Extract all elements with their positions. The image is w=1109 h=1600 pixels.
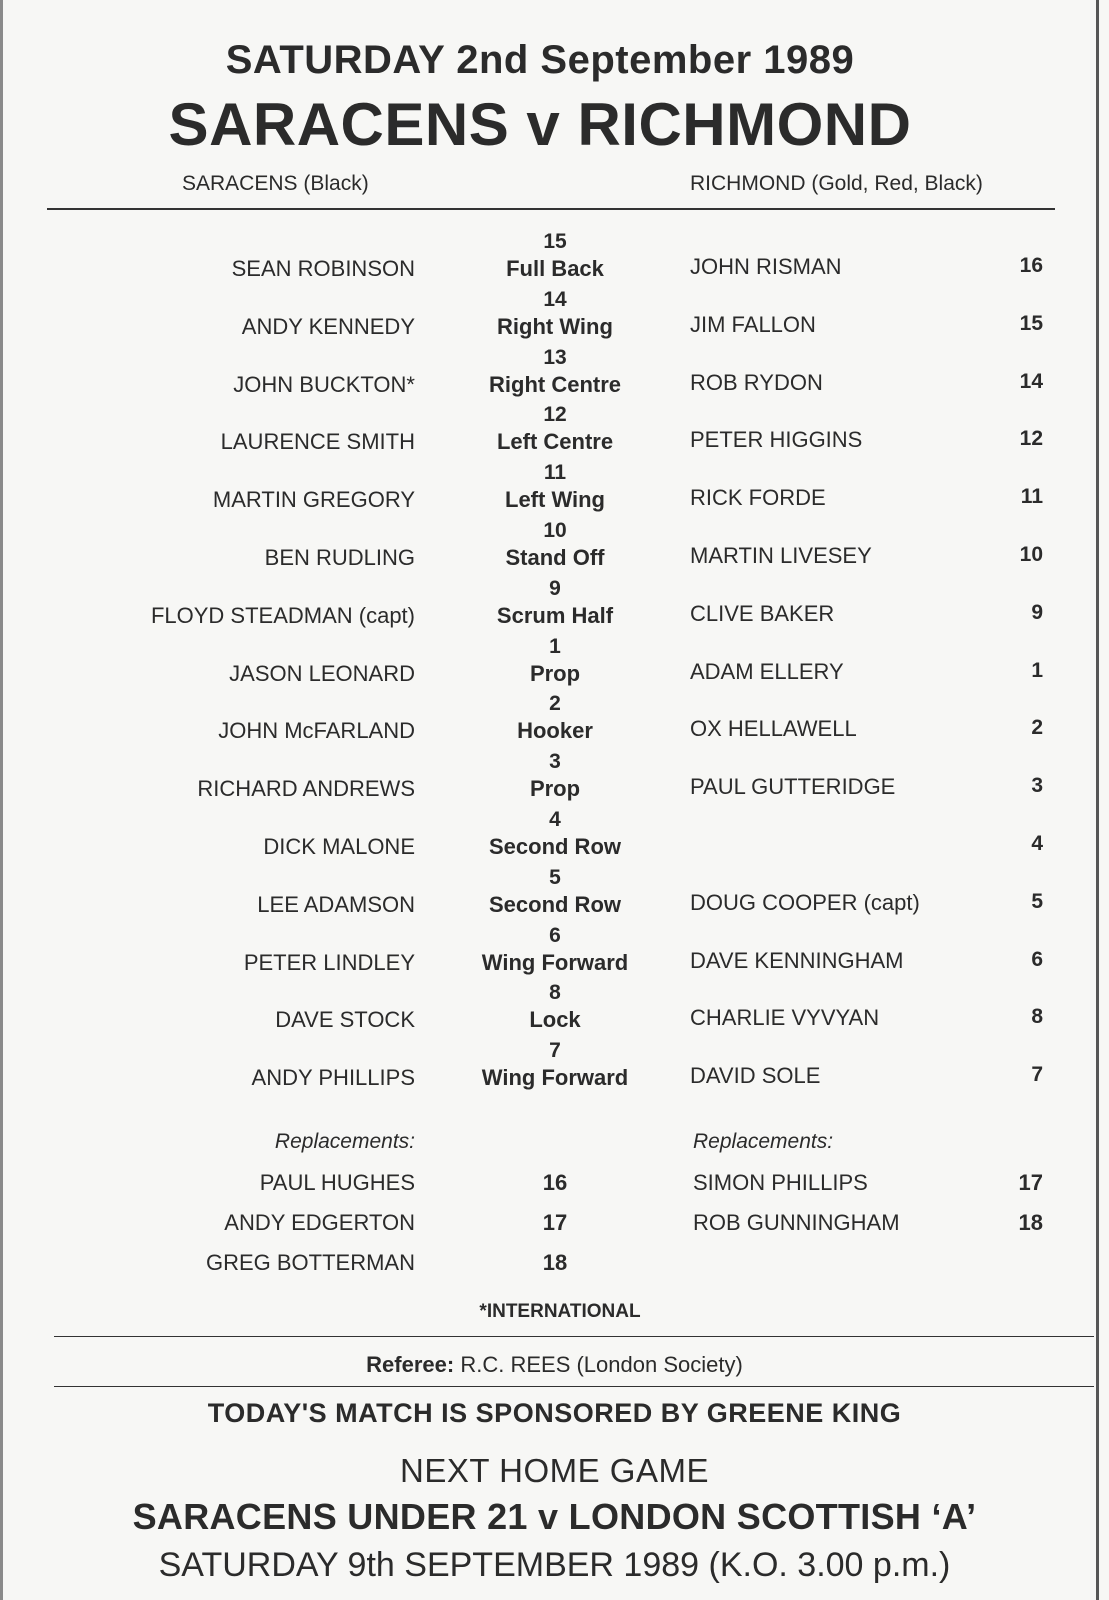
position-name: Second Row	[488, 891, 621, 917]
jersey-number: 9	[549, 576, 561, 600]
away-player-name: DAVID SOLE	[690, 1063, 821, 1089]
home-replacement-name: PAUL HUGHES	[259, 1170, 415, 1195]
position-name: Left Centre	[496, 429, 614, 455]
jersey-number: 6	[549, 923, 561, 947]
referee-line	[0, 1352, 1109, 1378]
away-player-name: MARTIN LIVESEY	[690, 543, 872, 568]
lineup-row	[0, 461, 1109, 519]
position-name: Prop	[529, 660, 581, 686]
next-home-game-match: SARACENS UNDER 21 v LONDON SCOTTISH ‘A’	[132, 1496, 977, 1537]
next-home-game-label: NEXT HOME GAME	[400, 1452, 709, 1489]
away-replacement-number: 18	[1018, 1210, 1043, 1235]
home-replacement-name: GREG BOTTERMAN	[205, 1250, 415, 1275]
referee-divider-bottom	[54, 1386, 1094, 1387]
position-name: Right Wing	[497, 313, 613, 339]
away-player-name: ROB RYDON	[690, 369, 823, 395]
lineup-row	[0, 981, 1109, 1039]
position-name: Hooker	[517, 718, 593, 744]
jersey-number: 14	[543, 287, 567, 311]
away-jersey-number: 8	[1031, 1005, 1043, 1029]
position-name: Wing Forward	[481, 949, 629, 975]
lineup-row	[0, 808, 1109, 866]
away-player-name: JIM FALLON	[690, 311, 816, 337]
away-replacement-number: 17	[1018, 1170, 1043, 1195]
jersey-number: 13	[543, 345, 567, 369]
away-jersey-number: 6	[1031, 947, 1043, 971]
match-title: SARACENS v RICHMOND	[168, 91, 912, 158]
jersey-number: 10	[543, 519, 567, 542]
referee-label: Referee:	[366, 1352, 455, 1377]
lineup-row	[0, 577, 1109, 635]
home-player-name: MARTIN GREGORY	[212, 487, 415, 513]
home-player-name: DICK MALONE	[263, 834, 415, 859]
replacement-row	[0, 1170, 1109, 1210]
header-divider	[47, 208, 1055, 210]
away-jersey-number: 3	[1031, 774, 1043, 798]
referee-divider-top	[54, 1336, 1094, 1337]
away-player-name: OX HELLAWELL	[690, 716, 857, 742]
away-jersey-number: 16	[1019, 254, 1043, 277]
lineup-row	[0, 866, 1109, 924]
away-jersey-number: 4	[1031, 832, 1043, 855]
away-team-label: RICHMOND (Gold, Red, Black)	[690, 172, 983, 195]
position-name: Scrum Half	[496, 602, 614, 628]
away-jersey-number: 9	[1031, 600, 1043, 624]
jersey-number: 5	[549, 865, 561, 889]
jersey-number: 11	[543, 461, 567, 485]
home-player-name: DAVE STOCK	[275, 1007, 415, 1033]
position-name: Wing Forward	[481, 1065, 629, 1091]
away-replacement-name: ROB GUNNINGHAM	[693, 1210, 900, 1235]
away-replacement-name: SIMON PHILLIPS	[693, 1170, 868, 1195]
replacement-number: 17	[542, 1210, 568, 1235]
position-name: Stand Off	[505, 545, 605, 570]
replacement-number: 16	[542, 1170, 568, 1195]
lineup-row	[0, 403, 1109, 461]
replacement-row	[0, 1210, 1109, 1250]
position-name: Prop	[529, 776, 581, 802]
away-player-name: CLIVE BAKER	[690, 600, 835, 626]
lineup-row	[0, 924, 1109, 982]
sponsor-line: TODAY'S MATCH IS SPONSORED BY GREENE KING	[207, 1398, 902, 1428]
away-jersey-number: 12	[1019, 427, 1043, 451]
jersey-number: 8	[549, 981, 561, 1005]
away-jersey-number: 10	[1019, 543, 1043, 566]
away-player-name: JOHN RISMAN	[690, 254, 842, 279]
jersey-number: 1	[549, 634, 561, 658]
jersey-number: 15	[543, 230, 567, 253]
away-jersey-number: 1	[1031, 658, 1043, 682]
away-player-name: DOUG COOPER (capt)	[690, 889, 920, 915]
away-jersey-number: 15	[1019, 311, 1043, 335]
jersey-number: 4	[549, 808, 561, 831]
replacement-row	[0, 1250, 1109, 1290]
lineup-row	[0, 230, 1109, 288]
referee-name: R.C. REES (London Society)	[460, 1352, 743, 1377]
replacement-number: 18	[542, 1250, 568, 1275]
lineup-row	[0, 692, 1109, 750]
away-player-name: DAVE KENNINGHAM	[690, 947, 904, 973]
jersey-number: 3	[549, 750, 561, 774]
home-player-name: ANDY PHILLIPS	[251, 1065, 415, 1091]
home-player-name: LEE ADAMSON	[257, 891, 415, 917]
position-name: Left Wing	[505, 487, 605, 513]
home-player-name: RICHARD ANDREWS	[197, 776, 415, 802]
away-player-name: RICK FORDE	[690, 485, 826, 511]
home-player-name: ANDY KENNEDY	[241, 313, 415, 339]
away-player-name: PETER HIGGINS	[690, 427, 863, 453]
home-player-name: JOHN BUCKTON*	[233, 371, 415, 397]
position-name: Second Row	[488, 834, 621, 859]
home-player-name: JOHN McFARLAND	[218, 718, 415, 744]
lineup-row	[0, 346, 1109, 404]
away-player-name: PAUL GUTTERIDGE	[690, 774, 896, 800]
away-player-name: ADAM ELLERY	[690, 658, 844, 684]
home-player-name: JASON LEONARD	[229, 660, 415, 686]
position-name: Lock	[529, 1007, 581, 1033]
jersey-number: 12	[543, 403, 567, 427]
match-date: SATURDAY 2nd September 1989	[225, 38, 855, 82]
lineup-row	[0, 288, 1109, 346]
home-player-name: BEN RUDLING	[264, 545, 415, 570]
home-player-name: FLOYD STEADMAN (capt)	[150, 602, 415, 628]
home-player-name: PETER LINDLEY	[243, 949, 415, 975]
position-name: Full Back	[506, 256, 604, 281]
home-player-name: SEAN ROBINSON	[231, 256, 415, 281]
jersey-number: 7	[549, 1039, 561, 1063]
home-player-name: LAURENCE SMITH	[220, 429, 415, 455]
international-note: *INTERNATIONAL	[479, 1301, 641, 1322]
away-player-name: CHARLIE VYVYAN	[690, 1005, 880, 1031]
lineup-row	[0, 750, 1109, 808]
away-jersey-number: 11	[1020, 485, 1043, 509]
home-team-label: SARACENS (Black)	[182, 172, 369, 195]
away-replacements-label: Replacements:	[693, 1130, 834, 1153]
away-jersey-number: 5	[1031, 889, 1043, 913]
lineup-row	[0, 1039, 1109, 1097]
lineup-row	[0, 635, 1109, 693]
position-name: Right Centre	[489, 371, 621, 397]
away-jersey-number: 14	[1019, 369, 1043, 393]
jersey-number: 2	[549, 692, 561, 716]
away-jersey-number: 2	[1031, 716, 1043, 740]
next-home-game-date: SATURDAY 9th SEPTEMBER 1989 (K.O. 3.00 p.m.)	[158, 1546, 951, 1584]
home-replacement-name: ANDY EDGERTON	[224, 1210, 415, 1235]
away-jersey-number: 7	[1031, 1063, 1043, 1087]
home-replacements-label: Replacements:	[274, 1130, 415, 1153]
lineup-row	[0, 519, 1109, 577]
